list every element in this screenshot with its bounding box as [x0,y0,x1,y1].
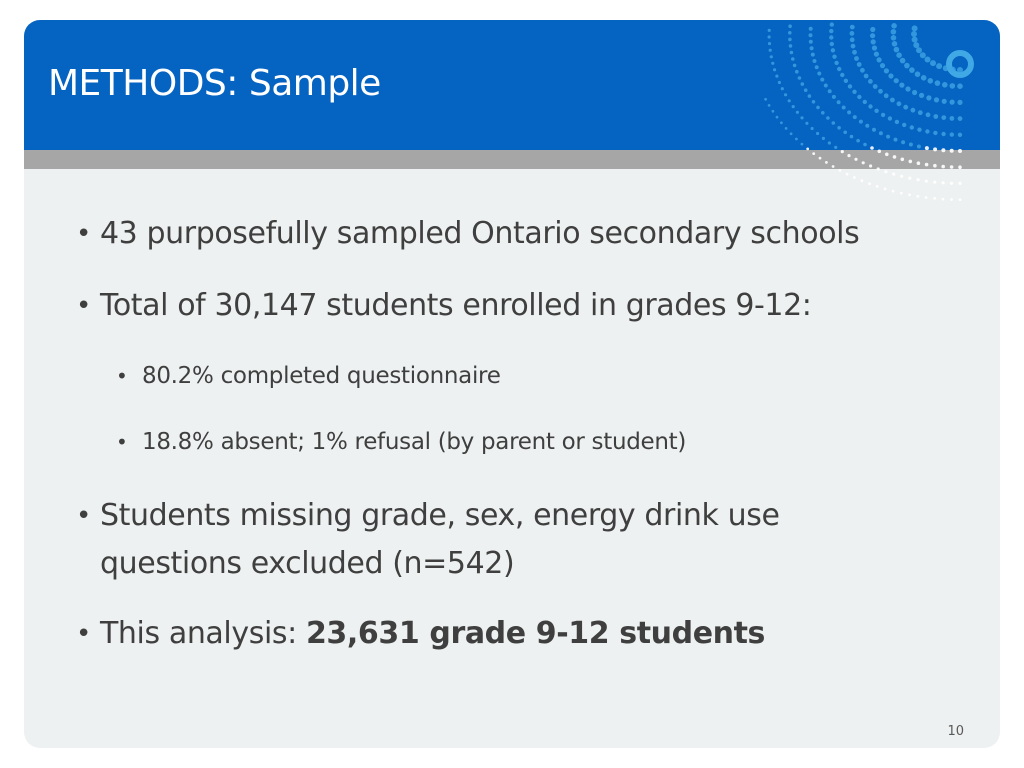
bullet-text: 43 purposefully sampled Ontario secondary schools [100,216,860,251]
bullet-text-prefix: This analysis: [100,616,306,651]
bullet-text-emphasis: 23,631 grade 9-12 students [305,616,765,651]
bullet-text: Students missing grade, sex, energy drink use questions excluded (n=542) [100,498,780,581]
slide [24,20,1000,748]
bullet-point: • [116,430,128,454]
slide-body [24,20,1000,748]
bullet-point: • [76,291,91,321]
bullet-text: Total of 30,147 students enrolled in grades 9-12: [100,288,812,323]
page-number: 10 [947,724,964,739]
bullet-point: • [116,364,128,388]
bullet-point: • [76,219,91,249]
bullet-point: • [76,619,91,649]
bullet-point: • [76,501,91,531]
bullet-text [100,610,765,658]
bullet-text: 18.8% absent; 1% refusal (by parent or student) [142,429,687,455]
bullet-text: 80.2% completed questionnaire [142,363,501,389]
slide-title: METHODS: Sample [48,63,381,104]
